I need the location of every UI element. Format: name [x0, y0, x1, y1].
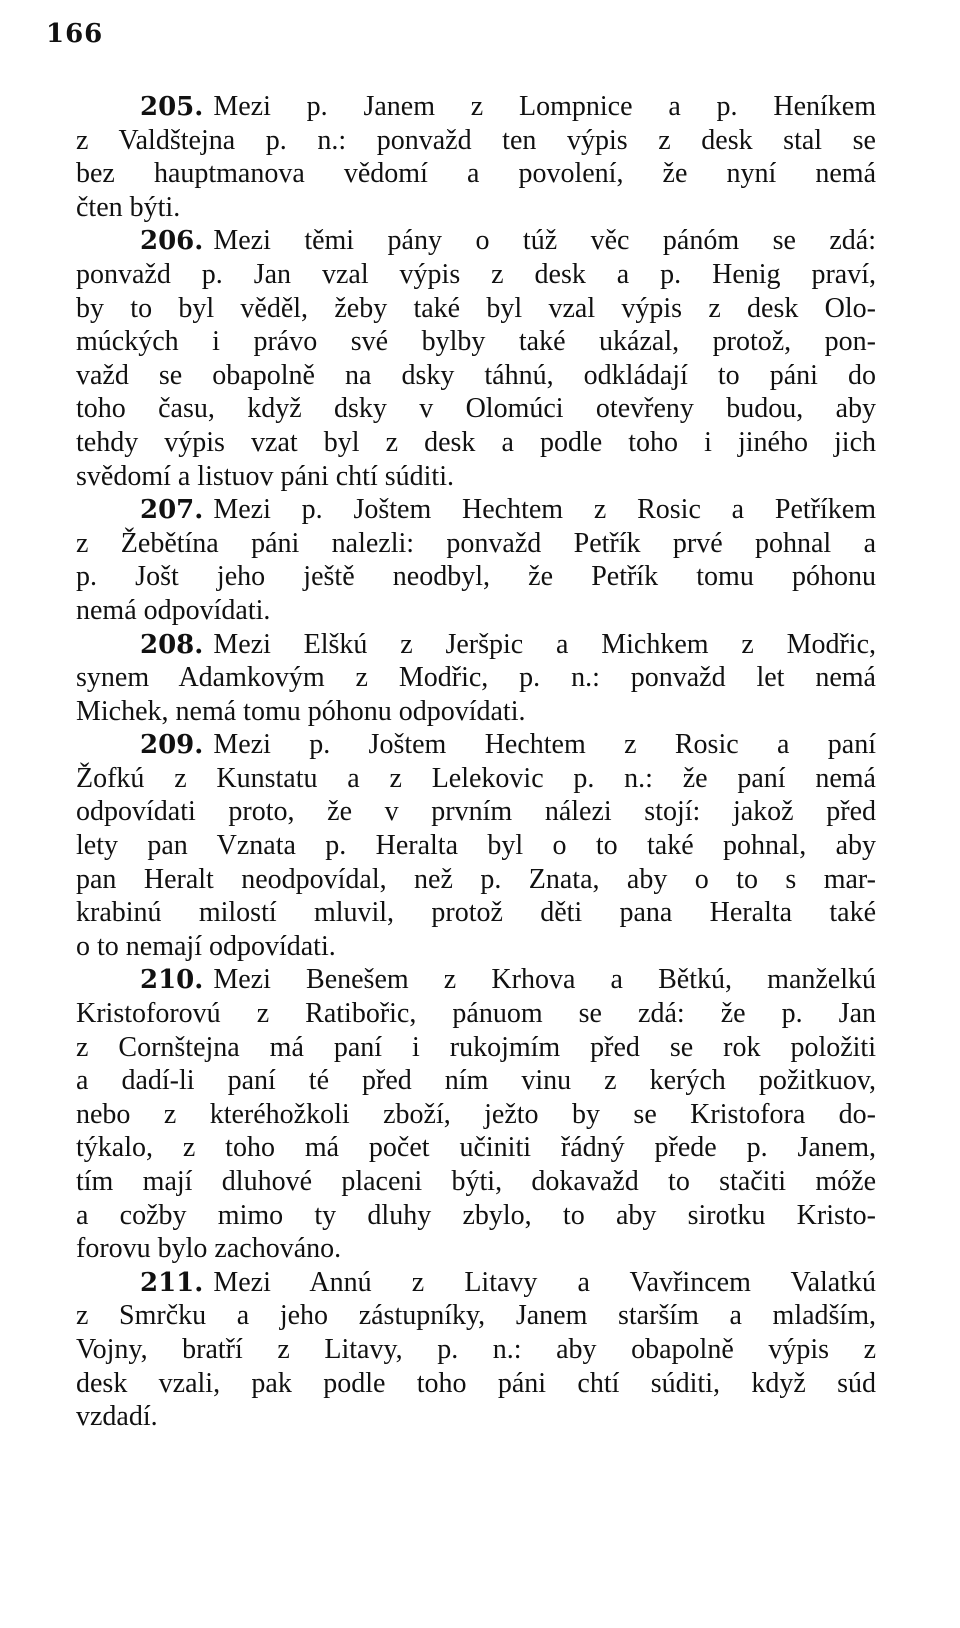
text-line [76, 628, 876, 662]
line-text: p. Jošt jeho ještě neodbyl, že Petřík tomu póhonu [76, 561, 876, 593]
line-text: múckých i právo své bylby také ukázal, protož, pon- [76, 326, 876, 358]
line-text: Mezi Benešem z Krhova a Bětkú, manželkú [213, 964, 876, 996]
line-text: nebo z kteréhožkoli zboží, ježto by se Kristofora do- [76, 1098, 876, 1130]
text-line [76, 1299, 876, 1333]
entry-paragraph [76, 728, 876, 963]
line-text: Žofkú z Kunstatu a z Lelekovic p. n.: že paní nemá [76, 762, 876, 794]
line-text: forovu bylo zachováno. [76, 1233, 342, 1265]
entry-number: 208. [140, 629, 204, 660]
line-text: krabinú milostí mluvil, protož děti pana Heralta také [76, 897, 876, 929]
line-text: z Žebětína páni nalezli: ponvažd Petřík prvé pohnal a [76, 527, 876, 559]
text-line [76, 426, 876, 460]
text-line [76, 963, 876, 997]
line-text: vzdadí. [76, 1401, 158, 1433]
text-line [76, 594, 876, 628]
text-line [76, 292, 876, 326]
text-line [76, 191, 876, 225]
text-line [76, 661, 876, 695]
text-line [76, 997, 876, 1031]
line-text: važd se obapolně na dsky táhnú, odkládají to páni do [76, 359, 876, 391]
entry-paragraph [76, 628, 876, 729]
text-line [76, 224, 876, 258]
line-text: Mezi p. Janem z Lompnice a p. Heníkem [213, 91, 876, 122]
entry-number: 210. [140, 965, 204, 996]
text-line [76, 392, 876, 426]
line-text: Michek, nemá tomu póhonu odpovídati. [76, 695, 526, 727]
line-text: Mezi p. Joštem Hechtem z Rosic a paní [213, 729, 876, 761]
text-line [76, 1232, 876, 1266]
line-text: tehdy výpis vzat byl z desk a podle toho i jiného jich [76, 426, 876, 458]
line-text: Mezi těmi pány o túž věc pánóm se zdá: [213, 225, 876, 257]
text-line [76, 1064, 876, 1098]
entry-number: 209. [140, 730, 204, 761]
text-block [76, 90, 876, 1434]
line-text: tím mají dluhové placeni býti, dokavažd to stačiti móže [76, 1166, 876, 1197]
line-text: čten býti. [76, 191, 181, 223]
text-line [76, 460, 876, 494]
line-text: synem Adamkovým z Modřic, p. n.: ponvažd let nemá [76, 662, 876, 694]
text-line [76, 1098, 876, 1132]
entry-number: 207. [140, 495, 204, 526]
text-line [76, 695, 876, 729]
line-text: Mezi Elškú z Jeršpic a Michkem z Modřic, [213, 628, 876, 660]
text-line [76, 930, 876, 964]
line-text: odpovídati proto, že v prvním nálezi stojí: jakož před [76, 796, 876, 828]
entry-number: 206. [140, 226, 204, 257]
line-text: pan Heralt neodpovídal, než p. Znata, aby o to s mar- [76, 863, 876, 895]
text-line [76, 124, 876, 158]
line-text: toho času, když dsky v Olomúci otevřeny budou, aby [76, 393, 876, 425]
text-line [76, 829, 876, 863]
entry-paragraph [76, 224, 876, 493]
text-line [76, 359, 876, 393]
line-text: by to byl věděl, žeby také byl vzal výpis z desk Olo- [76, 292, 876, 324]
entry-number: 211. [140, 1267, 204, 1298]
text-line [76, 1266, 876, 1300]
line-text: Kristoforovú z Ratibořic, pánuom se zdá: že p. Jan [76, 998, 876, 1030]
text-line [76, 1199, 876, 1233]
page-number: 166 [46, 19, 104, 49]
text-line [76, 157, 876, 191]
line-text: a cožby mimo ty dluhy zbylo, to aby sirotku Kristo- [76, 1199, 876, 1231]
text-line [76, 1031, 876, 1065]
line-text: a dadí-li paní té před ním vinu z kerých požitkuov, [76, 1065, 876, 1097]
line-text: z Cornštejna má paní i rukojmím před se rok položiti [76, 1031, 876, 1063]
line-text: nemá odpovídati. [76, 594, 271, 626]
line-text: Mezi p. Joštem Hechtem z Rosic a Petříkem [213, 494, 876, 526]
line-text: Vojny, bratří z Litavy, p. n.: aby obapolně výpis z [76, 1333, 876, 1365]
line-text: ponvažd p. Jan vzal výpis z desk a p. Henig praví, [76, 258, 876, 290]
line-text: Mezi Annú z Litavy a Vavřincem Valatkú [213, 1266, 876, 1298]
text-line [76, 795, 876, 829]
text-line [76, 896, 876, 930]
text-line [76, 762, 876, 796]
text-line [76, 493, 876, 527]
text-line [76, 325, 876, 359]
entry-number: 205. [140, 92, 204, 122]
text-line [76, 560, 876, 594]
text-line [76, 863, 876, 897]
text-line [76, 728, 876, 762]
text-line [76, 1400, 876, 1434]
entry-paragraph [76, 493, 876, 627]
text-line [76, 1165, 876, 1199]
line-text: o to nemají odpovídati. [76, 930, 336, 962]
line-text: z Valdštejna p. n.: ponvažd ten výpis z desk stal se [76, 124, 876, 156]
line-text: desk vzali, pak podle toho páni chtí súditi, když súd [76, 1367, 876, 1399]
text-line [76, 527, 876, 561]
entry-paragraph [76, 963, 876, 1265]
entry-paragraph [76, 90, 876, 224]
line-text: z Smrčku a jeho zástupníky, Janem starším a mladším, [76, 1300, 876, 1332]
line-text: lety pan Vznata p. Heralta byl o to také pohnal, aby [76, 830, 876, 862]
line-text: svědomí a listuov páni chtí súditi. [76, 460, 454, 492]
text-line [76, 1367, 876, 1401]
line-text: týkalo, z toho má počet učiniti řádný přede p. Janem, [76, 1132, 876, 1164]
text-line [76, 258, 876, 292]
text-line [76, 1333, 876, 1367]
line-text: bez hauptmanova vědomí a povolení, že nyní nemá [76, 158, 876, 190]
text-line [76, 90, 876, 124]
text-line [76, 1131, 876, 1165]
entry-paragraph [76, 1266, 876, 1434]
